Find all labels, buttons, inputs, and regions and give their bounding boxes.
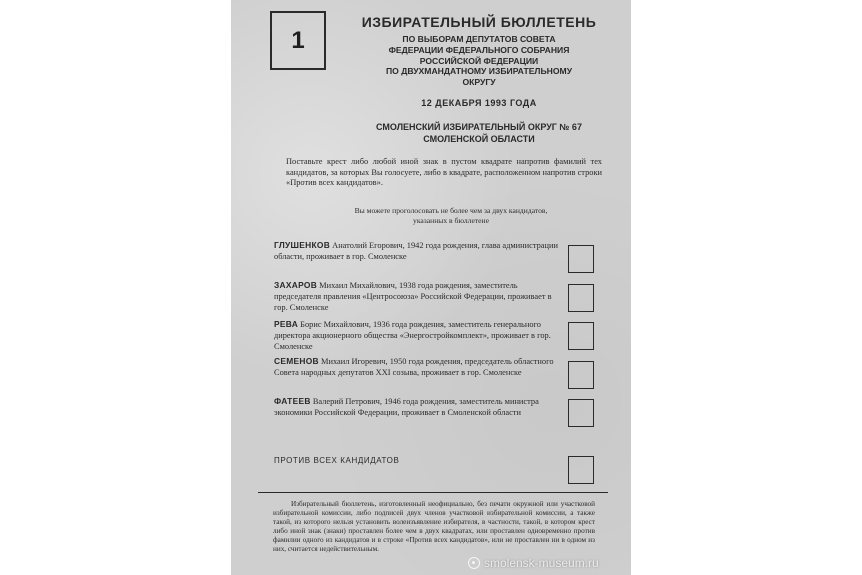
divider-rule <box>258 492 608 493</box>
museum-logo-icon <box>468 557 480 569</box>
district-line: СМОЛЕНСКИЙ ИЗБИРАТЕЛЬНЫЙ ОКРУГ № 67 <box>376 122 582 132</box>
district-line: СМОЛЕНСКОЙ ОБЛАСТИ <box>423 134 535 144</box>
vote-checkbox-glushenkov[interactable] <box>568 245 594 273</box>
vote-checkbox-zakharov[interactable] <box>568 284 594 312</box>
subtitle-line: РОССИЙСКОЙ ФЕДЕРАЦИИ <box>419 55 539 66</box>
subtitle-line: ОКРУГУ <box>462 77 496 88</box>
candidate-details: Михаил Михайлович, 1938 года рождения, заместитель председателя правления «Центросоюза» Российской Федерации, проживает в гор. Смоленске <box>274 281 552 312</box>
vote-checkbox-fateev[interactable] <box>568 399 594 427</box>
ballot-sheet <box>231 0 631 575</box>
against-all-label: ПРОТИВ ВСЕХ КАНДИДАТОВ <box>274 456 400 465</box>
candidate-surname: ГЛУШЕНКОВ <box>274 240 331 250</box>
candidate-details: Валерий Петрович, 1946 года рождения, заместитель министра экономики Российской Федерации, проживает в Смоленской области <box>274 397 539 417</box>
vote-checkbox-against-all[interactable] <box>568 456 594 484</box>
ballot-subtitle <box>339 34 619 88</box>
subtitle-line: ФЕДЕРАЦИИ ФЕДЕРАЛЬНОГО СОБРАНИЯ <box>388 44 570 55</box>
election-date: 12 ДЕКАБРЯ 1993 ГОДА <box>421 98 537 108</box>
candidate-entry <box>274 240 561 262</box>
ballot-number: 1 <box>291 26 305 54</box>
subtitle-line: ПО ДВУХМАНДАТНОМУ ИЗБИРАТЕЛЬНОМУ <box>385 66 573 77</box>
candidate-details: Анатолий Егорович, 1942 года рождения, глава администрации области, проживает в гор. Смоленске <box>274 241 558 261</box>
candidate-details: Борис Михайлович, 1936 года рождения, заместитель генерального директора акционерного общества «Энергостройкомплект», проживает в гор. Смоленске <box>274 320 551 351</box>
candidate-entry <box>274 280 561 313</box>
candidate-entry <box>274 396 561 418</box>
candidate-entry <box>274 319 561 352</box>
invalid-ballot-notice: Избирательный бюллетень, изготовленный неофициально, без печати окружной или участковой избирательной комиссии, либо подписей двух членов участковой избирательной комиссии, а также такой, из которого нельзя установить волеизъявление избирателя, в частности, такой, в котором крест либо иной знак (знаки) проставлен более чем в двух квадратах, или проставлен одновременно против фамилии одного из кандидатов и в строке «Против всех кандидатов», или не проставлен ни в одном из них, считается недействительным. <box>273 500 595 553</box>
candidate-entry <box>274 356 561 378</box>
limit-line: указанных в бюллетене <box>413 215 489 225</box>
watermark <box>468 556 599 570</box>
ballot-number-box <box>270 11 326 70</box>
watermark-text: smolensk-museum.ru <box>484 556 599 570</box>
candidate-surname: ФАТЕЕВ <box>274 396 311 406</box>
limit-line: Вы можете проголосовать не более чем за двух кандидатов, <box>354 206 548 215</box>
electoral-district <box>339 121 619 145</box>
vote-checkbox-reva[interactable] <box>568 322 594 350</box>
subtitle-line: ПО ВЫБОРАМ ДЕПУТАТОВ СОВЕТА <box>402 34 556 44</box>
ballot-title: ИЗБИРАТЕЛЬНЫЙ БЮЛЛЕТЕНЬ <box>361 14 597 30</box>
candidate-surname: ЗАХАРОВ <box>274 280 318 290</box>
candidate-surname: СЕМЕНОВ <box>274 356 319 366</box>
candidate-details: Михаил Игоревич, 1950 года рождения, председатель областного Совета народных депутатов XXI созыва, проживает в гор. Смоленске <box>274 357 554 377</box>
vote-limit-note <box>301 206 601 225</box>
candidate-surname: РЕВА <box>274 319 299 329</box>
voting-instructions: Поставьте крест либо любой иной знак в пустом квадрате напротив фамилий тех кандидатов, за которых Вы голосуете, либо в квадрате, расположенном напротив строки «Против всех кандидатов». <box>286 157 602 187</box>
vote-checkbox-semenov[interactable] <box>568 361 594 389</box>
